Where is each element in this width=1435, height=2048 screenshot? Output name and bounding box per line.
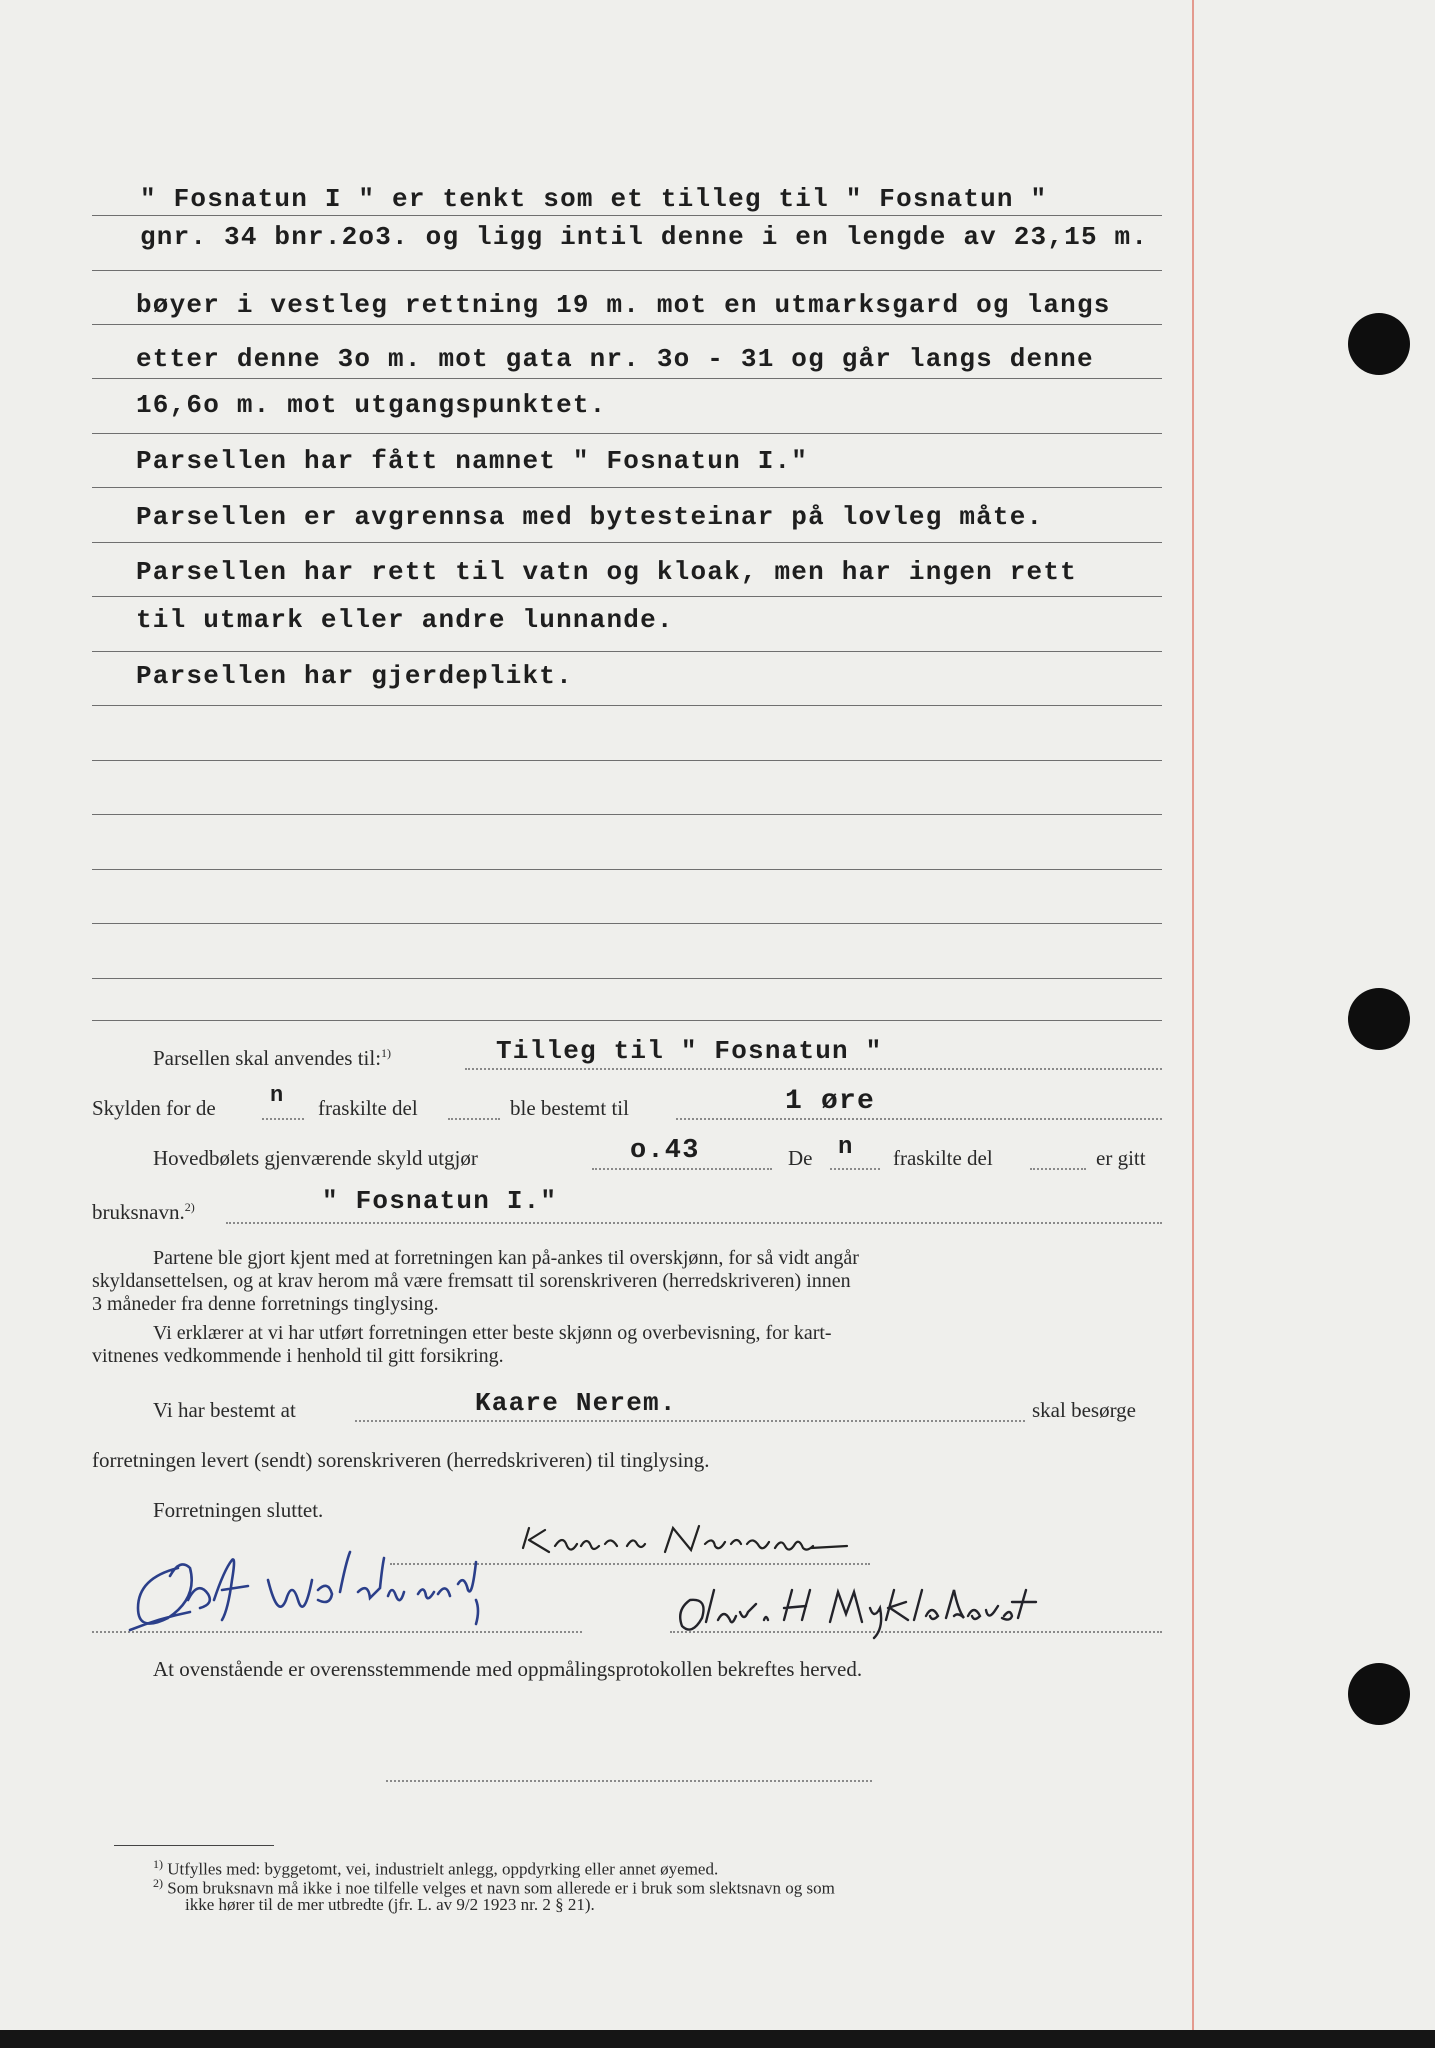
- paragraph-line: vitnenes vedkommende i henhold til gitt forsikring.: [92, 1345, 504, 1367]
- punch-hole: [1348, 1663, 1410, 1725]
- closing-text: Forretningen sluttet.: [153, 1498, 324, 1522]
- ruled-line: [92, 215, 1162, 216]
- ruled-line: [92, 814, 1162, 815]
- hoved-dotted-2: [830, 1168, 880, 1170]
- use-dotted-line: [465, 1068, 1162, 1070]
- footnote-2: $^{2)}$ Som bruksnavn må ikke i noe tilfelle velges et navn som allerede er i bruk som slektsnavn og som: [153, 1876, 835, 1898]
- bruksnavn-value: " Fosnatun I.": [322, 1186, 558, 1216]
- bruksnavn-dotted: [226, 1222, 1162, 1224]
- scan-border: [0, 2030, 1435, 2048]
- footnote-3: ikke hører til de mer utbredte (jfr. L. av 9/2 1923 nr. 2 § 21).: [185, 1895, 595, 1914]
- punch-hole: [1348, 988, 1410, 1050]
- certification-text: At ovenstående er overensstemmende med oppmålingsprotokollen bekreftes herved.: [153, 1657, 863, 1681]
- skyld-value: 1 øre: [785, 1086, 876, 1117]
- typed-line: etter denne 3o m. mot gata nr. 3o - 31 og går langs denne: [136, 344, 1094, 374]
- ruled-line: [92, 270, 1162, 271]
- ruled-line: [92, 487, 1162, 488]
- typed-line: Parsellen har gjerdeplikt.: [136, 661, 573, 691]
- responsible-label-1: Vi har bestemt at: [153, 1398, 296, 1422]
- ruled-line: [92, 978, 1162, 979]
- typed-line: bøyer i vestleg rettning 19 m. mot en utmarksgard og langs: [136, 290, 1111, 320]
- hoved-label-4: er gitt: [1096, 1146, 1146, 1170]
- hoved-label-2: De: [788, 1146, 813, 1170]
- skyld-label-1: Skylden for de: [92, 1096, 216, 1120]
- hoved-dotted-1: [592, 1168, 772, 1170]
- signature-olav-h-myklebust: [672, 1580, 1172, 1650]
- typed-line: " Fosnatun I " er tenkt som et tilleg til " Fosnatun ": [140, 184, 1048, 214]
- footnote-rule: [114, 1845, 274, 1846]
- responsible-label-3: forretningen levert (sendt) sorenskriveren (herredskriveren) til tinglysing.: [92, 1448, 710, 1472]
- responsible-value: Kaare Nerem.: [475, 1388, 677, 1418]
- ruled-line: [92, 324, 1162, 325]
- ruled-line: [92, 651, 1162, 652]
- responsible-label-2: skal besørge: [1032, 1398, 1137, 1422]
- use-label: Parsellen skal anvendes til:$^{1)}$: [153, 1046, 392, 1070]
- typed-line: gnr. 34 bnr.2o3. og ligg intil denne i en lengde av 23,15 m.: [140, 222, 1149, 252]
- hoved-label-3: fraskilte del: [893, 1146, 993, 1170]
- ruled-line: [92, 923, 1162, 924]
- punch-hole: [1348, 313, 1410, 375]
- hoved-fill: n: [838, 1134, 854, 1161]
- skyld-dotted-2: [448, 1118, 500, 1120]
- hoved-label-1: Hovedbølets gjenværende skyld utgjør: [153, 1146, 478, 1170]
- margin-line: [1192, 0, 1194, 2030]
- ruled-line: [92, 542, 1162, 543]
- bruksnavn-label: bruksnavn.$^{2)}$: [92, 1200, 195, 1224]
- ruled-line: [92, 378, 1162, 379]
- paragraph-line: Vi erklærer at vi har utført forretningen etter beste skjønn og overbevisning, for kart-: [153, 1322, 832, 1344]
- skyld-label-3: ble bestemt til: [510, 1096, 629, 1120]
- ruled-line: [92, 1020, 1162, 1021]
- footnote-1: $^{1)}$ Utfylles med: byggetomt, vei, industrielt anlegg, oppdyrking eller annet øyemed.: [153, 1857, 719, 1879]
- skyld-dotted-3: [676, 1118, 1162, 1120]
- skyld-dotted-1: [262, 1118, 304, 1120]
- paragraph-line: skyldansettelsen, og at krav herom må være fremsatt til sorenskriveren (herredskriveren) innen: [92, 1270, 851, 1292]
- typed-line: Parsellen er avgrennsa med bytesteinar på lovleg måte.: [136, 502, 1044, 532]
- typed-line: til utmark eller andre lunnande.: [136, 605, 674, 635]
- skyld-fill-1: n: [270, 1083, 285, 1108]
- responsible-dotted: [355, 1420, 1025, 1422]
- skyld-label-2: fraskilte del: [318, 1096, 418, 1120]
- typed-line: 16,6o m. mot utgangspunktet.: [136, 390, 607, 420]
- ruled-line: [92, 869, 1162, 870]
- ruled-line: [92, 433, 1162, 434]
- signature-olaf-wolddund: [118, 1540, 588, 1640]
- typed-line: Parsellen har fått namnet " Fosnatun I.": [136, 446, 809, 476]
- hoved-value: o.43: [630, 1136, 700, 1166]
- certification-signature-line: [386, 1780, 872, 1782]
- use-value: Tilleg til " Fosnatun ": [496, 1036, 883, 1066]
- ruled-line: [92, 760, 1162, 761]
- paragraph-line: 3 måneder fra denne forretnings tinglysing.: [92, 1293, 439, 1315]
- hoved-dotted-3: [1030, 1168, 1086, 1170]
- paragraph-line: Partene ble gjort kjent med at forretningen kan på-ankes til overskjønn, for så vidt angår: [153, 1247, 859, 1269]
- typed-line: Parsellen har rett til vatn og kloak, men har ingen rett: [136, 557, 1077, 587]
- ruled-line: [92, 596, 1162, 597]
- ruled-line: [92, 705, 1162, 706]
